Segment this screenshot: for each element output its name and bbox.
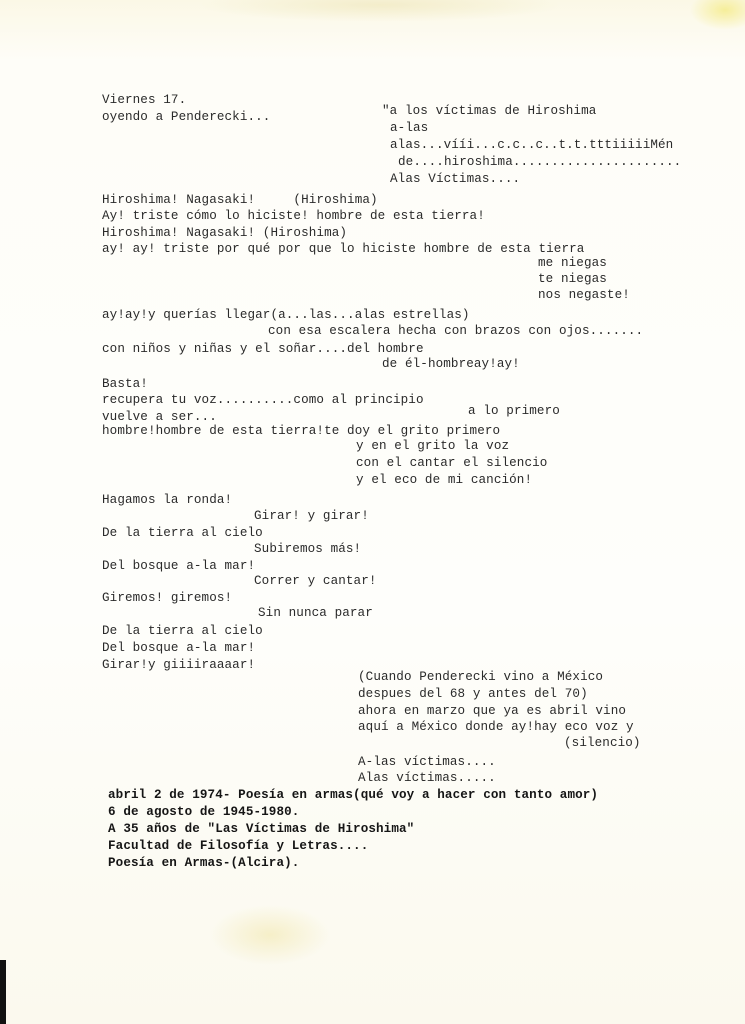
text-line: Del bosque a-la mar! <box>102 641 256 655</box>
text-line: A 35 años de "Las Víctimas de Hiroshima" <box>108 822 415 836</box>
text-line: (Cuando Penderecki vino a México <box>358 670 604 684</box>
text-line: Del bosque a-la mar! <box>102 559 256 573</box>
text-line: Giremos! giremos! <box>102 591 233 605</box>
dateline-footer: abril 2 de 1974- Poesía en armas(qué voy a hacer con tanto amor) <box>108 788 599 802</box>
signature-line: Poesía en Armas-(Alcira). <box>108 856 300 870</box>
paper-stain-top <box>200 0 560 22</box>
text-line: con esa escalera hecha con brazos con ojos....... <box>268 324 644 338</box>
text-line: te niegas <box>538 272 607 286</box>
text-line: 6 de agosto de 1945-1980. <box>108 805 300 819</box>
text-line: de él-hombreay!ay! <box>382 357 520 371</box>
text-line: con niños y niñas y el soñar....del hombre <box>102 342 424 356</box>
text-line: Ay! triste cómo lo hiciste! hombre de esta tierra! <box>102 209 485 223</box>
text-line: Hiroshima! Nagasaki! (Hiroshima) <box>102 193 378 207</box>
text-line: ay! ay! triste por qué por que lo hiciste hombre de esta tierra <box>102 242 585 256</box>
text-line: Girar! y girar! <box>254 509 369 523</box>
text-line: Girar!y giiiiraaaar! <box>102 658 256 672</box>
text-line: y el eco de mi canción! <box>356 473 533 487</box>
text-line: vuelve a ser... <box>102 410 217 424</box>
text-line: Hiroshima! Nagasaki! (Hiroshima) <box>102 226 348 240</box>
text-line: me niegas <box>538 256 607 270</box>
text-line: Hagamos la ronda! <box>102 493 233 507</box>
text-line: "a los víctimas de Hiroshima <box>382 104 597 118</box>
text-line: Alas víctimas..... <box>358 771 496 785</box>
text-line: con el cantar el silencio <box>356 456 548 470</box>
text-line: Correr y cantar! <box>254 574 377 588</box>
paper-stain-top-right <box>690 0 745 30</box>
text-line: Facultad de Filosofía y Letras.... <box>108 839 369 853</box>
text-line: oyendo a Penderecki... <box>102 110 271 124</box>
text-line: despues del 68 y antes del 70) <box>358 687 588 701</box>
text-line: alas...vííi...c.c..c..t.t.tttiiiiiMén <box>390 138 674 152</box>
text-line: de....hiroshima...................... <box>398 155 682 169</box>
text-line: A-las víctimas.... <box>358 755 496 769</box>
text-line: ahora en marzo que ya es abril vino <box>358 704 627 718</box>
text-line: Basta! <box>102 377 148 391</box>
paper-stain-bottom <box>210 905 330 965</box>
text-line: (silencio) <box>564 736 641 750</box>
text-line: a lo primero <box>468 404 560 418</box>
text-line: hombre!hombre de esta tierra!te doy el grito primero <box>102 424 501 438</box>
text-line: a-las <box>390 121 429 135</box>
text-line: recupera tu voz..........como al principio <box>102 393 424 407</box>
scan-edge-shadow <box>0 960 6 1024</box>
text-line: De la tierra al cielo <box>102 526 263 540</box>
text-line: Sin nunca parar <box>258 606 373 620</box>
date-line: Viernes 17. <box>102 93 187 107</box>
text-line: aquí a México donde ay!hay eco voz y <box>358 720 634 734</box>
text-line: Subiremos más! <box>254 542 362 556</box>
text-line: nos negaste! <box>538 288 630 302</box>
text-line: y en el grito la voz <box>356 439 510 453</box>
text-line: De la tierra al cielo <box>102 624 263 638</box>
text-line: ay!ay!y querías llegar(a...las...alas estrellas) <box>102 308 470 322</box>
text-line: Alas Víctimas.... <box>390 172 521 186</box>
